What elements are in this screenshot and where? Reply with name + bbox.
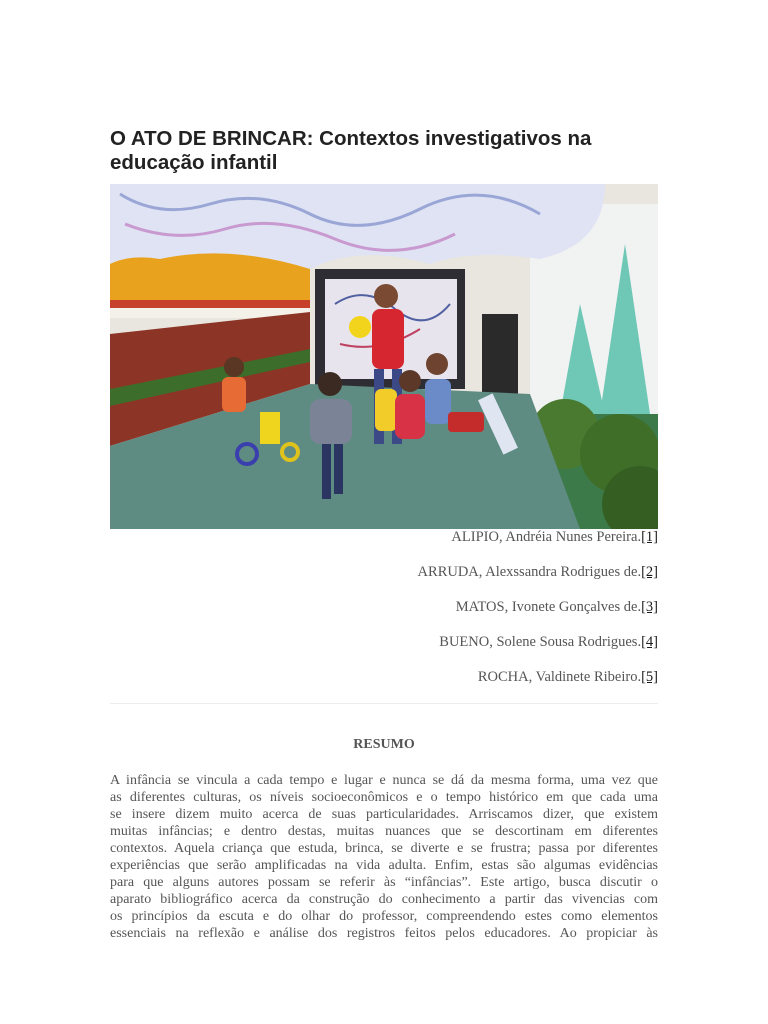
abstract-line: experiências que serão amplificadas na vida adulta. Enfim, estas são algumas evidências — [110, 858, 658, 873]
abstract-line: muitas infâncias; e dentro destas, muitas nuances que se descortinam em diferentes — [110, 824, 658, 839]
footnote-link[interactable]: [4] — [641, 634, 658, 650]
abstract-line: aparato bibliográfico acerca da construção do conhecimento a partir das vivencias com — [110, 892, 658, 907]
author-line — [110, 562, 658, 597]
abstract-line: se insere dizem muito acerca de suas particularidades. Arriscamos dizer, que existem — [110, 807, 658, 822]
author-name: MATOS, Ivonete Gonçalves de. — [455, 599, 642, 615]
abstract-line: A infância se vincula a cada tempo e lugar e nunca se dá da mesma forma, uma vez que — [110, 773, 658, 788]
classroom-photo — [110, 184, 658, 529]
abstract-body — [110, 772, 658, 942]
footnote-link[interactable]: [3] — [641, 599, 658, 615]
section-divider — [110, 703, 658, 704]
footnote-link[interactable]: [2] — [641, 564, 658, 580]
author-name: ALIPIO, Andréia Nunes Pereira. — [451, 529, 642, 545]
article-title: O ATO DE BRINCAR: Contextos investigativos na educação infantil — [110, 127, 592, 174]
abstract-line: contextos. Aquela criança que estuda, brinca, se diverte e se frustra; passa por diferentes — [110, 841, 658, 856]
footnote-link[interactable]: [5] — [641, 669, 658, 685]
abstract-line: os princípios da escuta e do olhar do professor, compreendendo estes como elementos — [110, 909, 658, 924]
abstract-heading: RESUMO — [353, 737, 415, 752]
author-name: ARRUDA, Alexssandra Rodrigues de. — [417, 564, 642, 580]
author-name: ROCHA, Valdinete Ribeiro. — [477, 669, 642, 685]
author-list — [110, 527, 658, 702]
author-line — [110, 527, 658, 562]
author-name: BUENO, Solene Sousa Rodrigues. — [439, 634, 642, 650]
abstract-line: as diferentes culturas, os níveis socioeconômicos e o tempo histórico em que cada uma — [110, 790, 658, 805]
abstract-line: essenciais na reflexão e análise dos registros feitos pelos educadores. Ao propiciar às — [110, 926, 658, 941]
author-line — [110, 632, 658, 667]
footnote-link[interactable]: [1] — [641, 529, 658, 545]
author-line — [110, 667, 658, 702]
abstract-line: para que alguns autores possam se referir às “infâncias”. Este artigo, busca discutir o — [110, 875, 658, 890]
author-line — [110, 597, 658, 632]
